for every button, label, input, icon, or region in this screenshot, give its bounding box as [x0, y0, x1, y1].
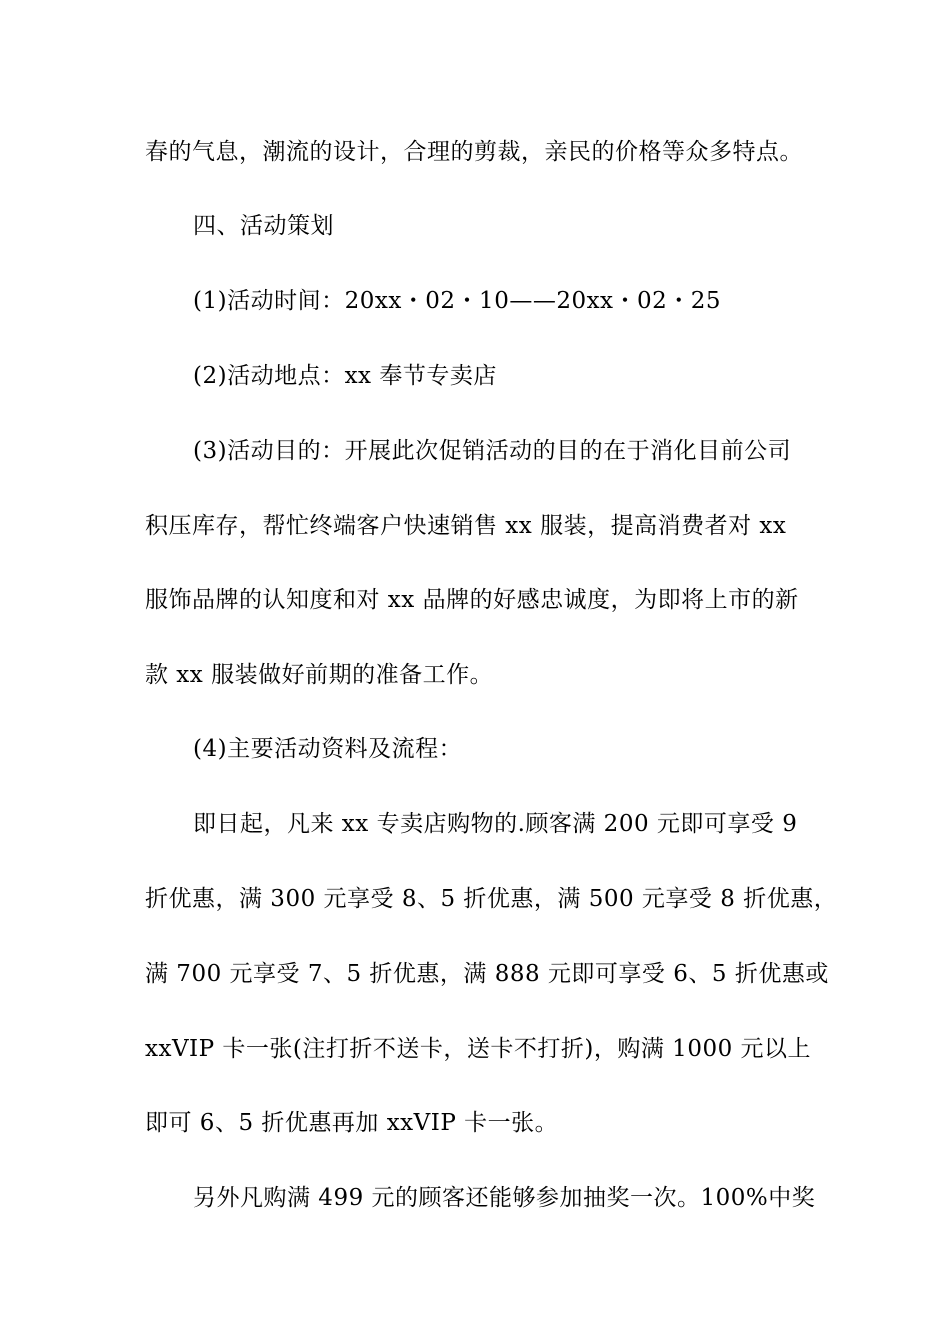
- activity-time-line: (1)活动时间：20xx・02・10——20xx・02・25: [193, 288, 722, 314]
- paragraph-line: xxVIP 卡一张(注打折不送卡，送卡不打折)，购满 1000 元以上: [145, 1036, 812, 1062]
- paragraph-line: 服饰品牌的认知度和对 xx 品牌的好感忠诚度，为即将上市的新: [145, 587, 799, 613]
- paragraph-line: 另外凡购满 499 元的顾客还能够参加抽奖一次。100%中奖: [193, 1185, 816, 1211]
- section-heading: 四、活动策划: [193, 213, 334, 239]
- paragraph-line: 春的气息，潮流的设计，合理的剪裁，亲民的价格等众多特点。: [145, 139, 803, 165]
- activity-purpose-line: (3)活动目的：开展此次促销活动的目的在于消化目前公司: [193, 438, 792, 464]
- paragraph-line: 满 700 元享受 7、5 折优惠，满 888 元即可享受 6、5 折优惠或: [145, 961, 829, 987]
- paragraph-line: 款 xx 服装做好前期的准备工作。: [145, 662, 494, 688]
- paragraph-line: 即日起，凡来 xx 专卖店购物的.顾客满 200 元即可享受 9: [193, 811, 798, 837]
- activity-location-line: (2)活动地点：xx 奉节专卖店: [193, 363, 497, 389]
- paragraph-line: 折优惠，满 300 元享受 8、5 折优惠，满 500 元享受 8 折优惠，: [145, 886, 838, 912]
- main-activity-heading: (4)主要活动资料及流程：: [193, 736, 463, 762]
- paragraph-line: 积压库存，帮忙终端客户快速销售 xx 服装，提高消费者对 xx: [145, 513, 787, 539]
- paragraph-line: 即可 6、5 折优惠再加 xxVIP 卡一张。: [145, 1110, 559, 1136]
